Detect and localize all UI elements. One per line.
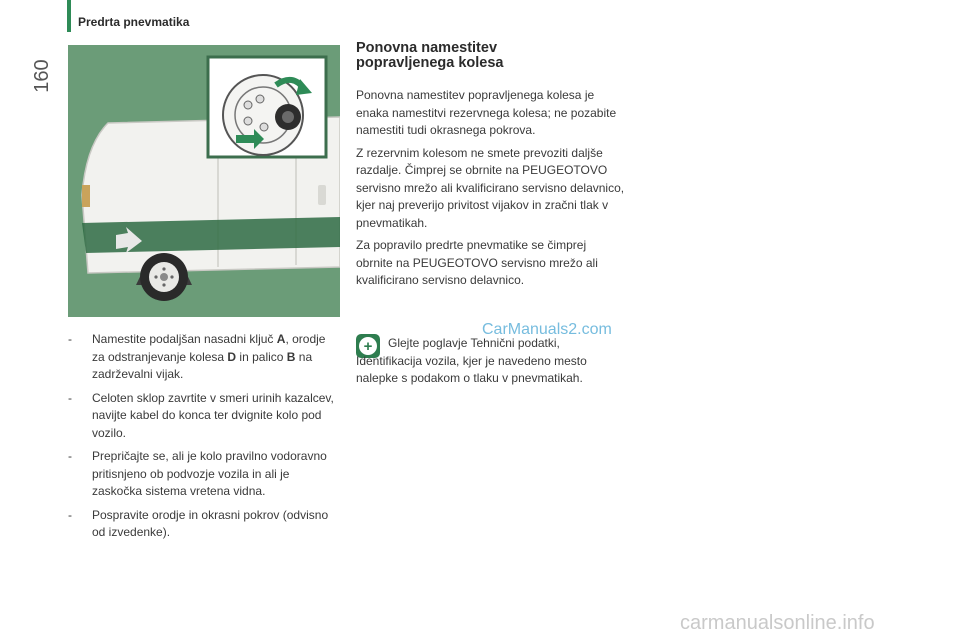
watermark-carmanualsonline: carmanualsonline.info <box>680 612 875 634</box>
list-item: - Namestite podaljšan nasadni ključ A, orodje za odstranjevanje kolesa D in palico B na zadrževalni vijak. <box>68 332 326 381</box>
paragraph: Z rezervnim kolesom ne smete prevoziti daljše razdalje. Čimprej se obrnite na PEUGEOTOVO servisno mrežo ali kvalificirano servisno delavnico, kjer naj preverijo privitost vijakov in zračni tlak v pnevmatikah. <box>356 145 625 230</box>
procedure-steps <box>68 331 340 548</box>
van-spare-wheel-illustration <box>68 45 340 317</box>
header-accent-bar <box>67 0 71 32</box>
section-title: Ponovna namestitev popravljenega kolesa <box>356 40 504 71</box>
list-item: - Celoten sklop zavrtite v smeri urinih kazalcev, navijte kabel do konca ter dvignite kolo pod vozilo. <box>68 390 334 440</box>
plus-info-icon: + <box>356 334 380 358</box>
note-text: Glejte poglavje Tehnični podatki, Identifikacija vozila, kjer je navedeno mesto nalepke s podakom o tlaku v pnevmatikah. <box>356 336 587 385</box>
page-number: 160 <box>30 59 53 93</box>
list-item: - Prepričajte se, ali je kolo pravilno vodoravno pritisnjeno ob podvozje vozila in ali je zaskočka sistema vretena vidna. <box>68 449 327 498</box>
watermark-carmanuals2: CarManuals2.com <box>482 321 612 338</box>
paragraph: Ponovna namestitev popravljenega kolesa je enaka namestitvi rezervnega kolesa; ne pozabite namestiti tudi okrasnega pokrova. <box>356 88 617 137</box>
list-item: - Pospravite orodje in okrasni pokrov (odvisno od izvedenke). <box>68 507 329 539</box>
info-note <box>356 335 626 388</box>
right-column-text <box>356 87 626 295</box>
paragraph: Za popravilo predrte pnevmatike se čimprej obrnite na PEUGEOTOVO servisno mrežo ali kvalificirano servisno delavnico. <box>356 238 598 287</box>
page-header-title: Predrta pnevmatika <box>78 15 190 29</box>
